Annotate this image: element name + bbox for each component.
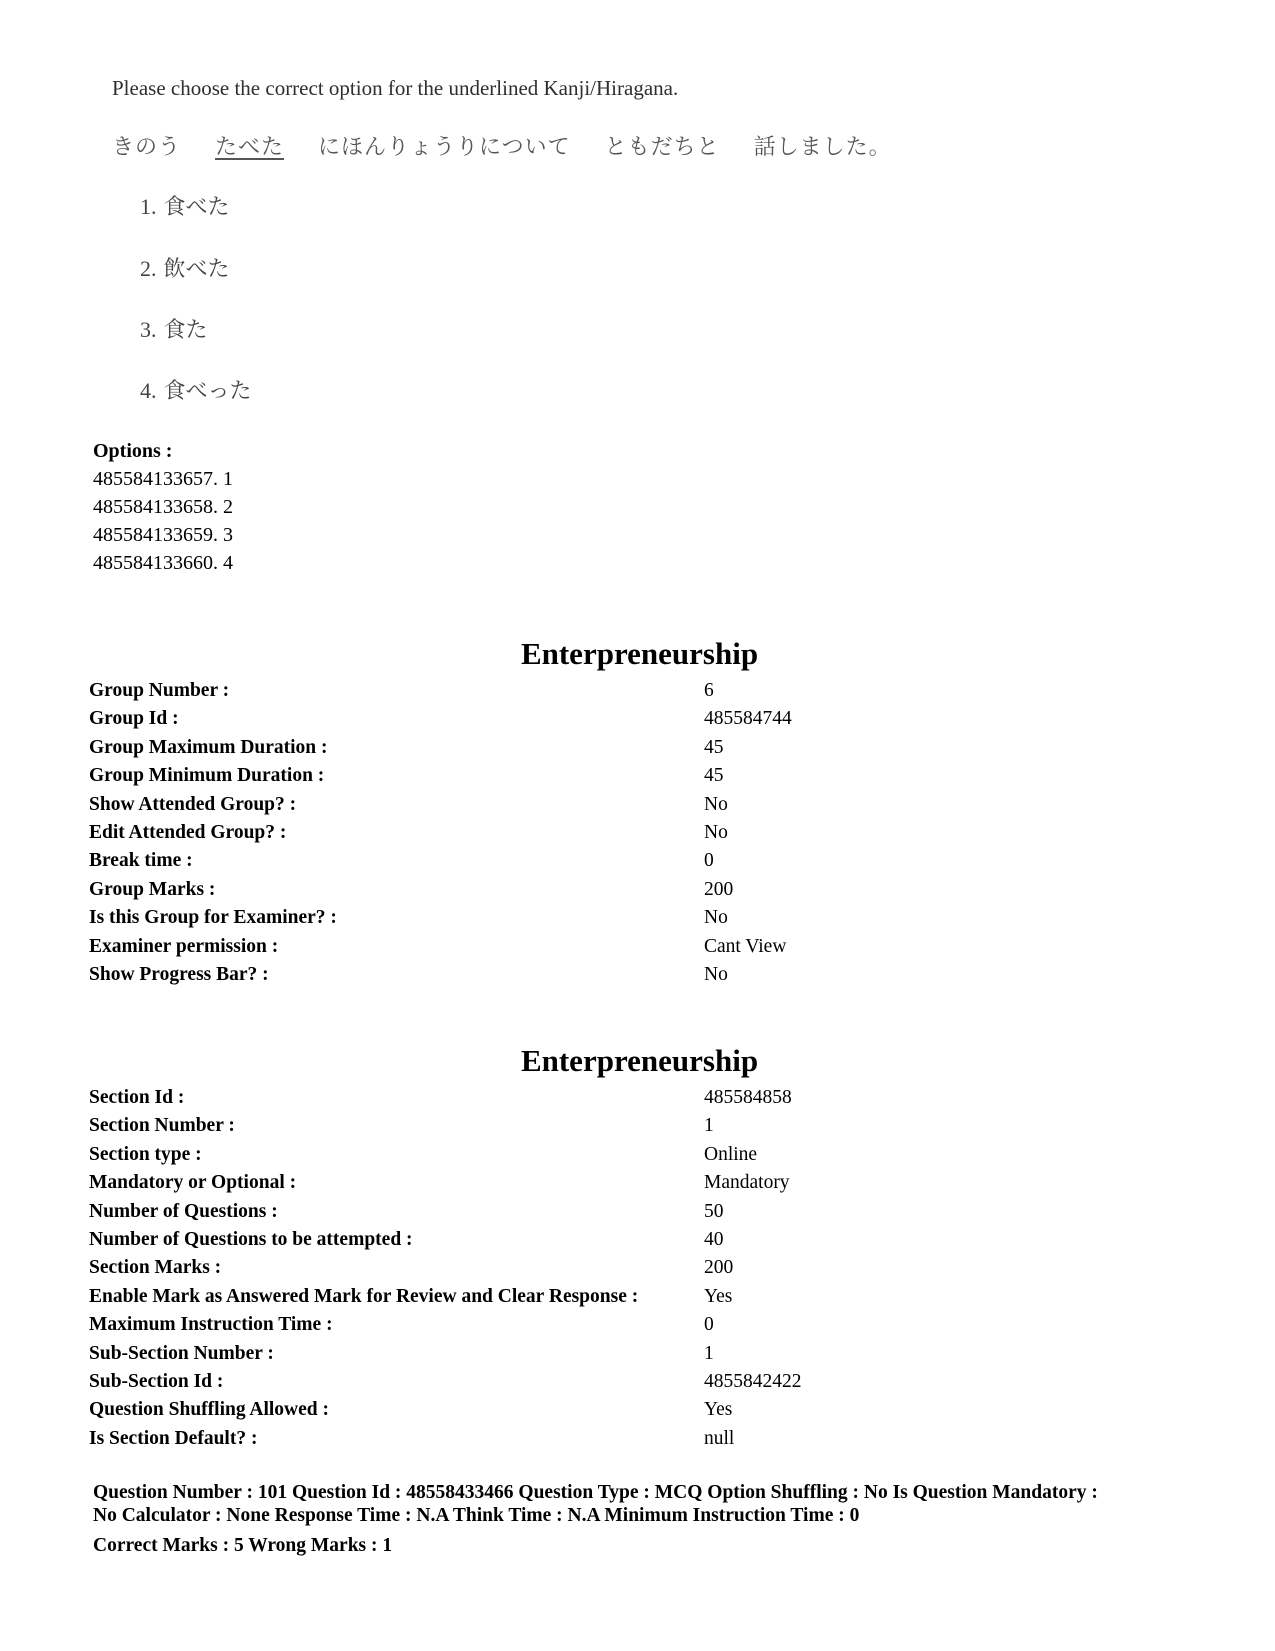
detail-label: Sub-Section Number : [89,1342,274,1364]
detail-label: Question Shuffling Allowed : [89,1399,330,1421]
answer-choice: 2. 飲べた [140,256,230,282]
detail-label: Show Attended Group? : [89,793,297,815]
detail-value: 0 [704,850,714,872]
detail-label: Maximum Instruction Time : [89,1314,333,1336]
detail-value: 200 [704,1257,734,1279]
detail-label: Number of Questions : [89,1200,278,1222]
sentence-part: きのう [112,135,182,160]
underlined-word: たべた [215,135,285,160]
detail-label: Is Section Default? : [89,1427,258,1449]
question-image [100,66,892,426]
detail-value: Cant View [704,935,787,957]
marks-line: Correct Marks : 5 Wrong Marks : 1 [93,1535,393,1556]
detail-label: Section Number : [89,1115,235,1137]
detail-value: 45 [704,736,724,758]
detail-value: 6 [704,680,714,701]
section-heading: Enterpreneurship [520,1043,759,1078]
group-heading: Enterpreneurship [520,636,759,671]
detail-value: Mandatory [704,1172,790,1194]
detail-label: Group Number : [89,680,230,701]
answer-choice: 4. 食べった [140,378,252,404]
detail-label: Group Minimum Duration : [89,765,325,787]
detail-value: No [704,793,728,815]
detail-value: 485584858 [704,1087,792,1108]
question-sentence [112,130,918,161]
detail-label: Break time : [89,850,193,872]
question-meta-line: No Calculator : None Response Time : N.A Think Time : N.A Minimum Instruction Time : 0 [93,1505,860,1526]
detail-label: Edit Attended Group? : [89,822,287,843]
sentence-part: にほんりょうりについて [318,135,571,160]
detail-label: Is this Group for Examiner? : [89,907,337,929]
detail-label: Mandatory or Optional : [89,1172,297,1194]
detail-value: No [704,907,728,929]
detail-label: Group Marks : [89,878,216,900]
detail-value: 0 [704,1314,714,1336]
detail-label: Section Id : [89,1087,185,1108]
detail-label: Examiner permission : [89,935,279,957]
detail-value: 40 [704,1229,724,1250]
detail-value: No [704,964,728,985]
detail-label: Show Progress Bar? : [89,964,269,985]
detail-label: Group Id : [89,708,179,730]
sentence-part: 話しました。 [753,135,892,160]
question-instruction: Please choose the correct option for the underlined Kanji/Hiragana. [112,76,679,100]
detail-label: Section type : [89,1143,202,1165]
detail-value: No [704,822,728,843]
answer-choice: 1. 食べた [140,194,230,220]
detail-label: Number of Questions to be attempted : [89,1229,413,1250]
detail-value: 485584744 [704,708,792,730]
detail-value: 200 [704,878,734,900]
option-item: 485584133658. 2 [93,496,233,518]
answer-choice: 3. 食た [140,317,208,343]
sentence-part: ともだちと [604,135,720,160]
detail-label: Group Maximum Duration : [89,736,328,758]
detail-label: Section Marks : [89,1257,222,1279]
detail-value: Yes [704,1285,733,1307]
option-item: 485584133660. 4 [93,552,233,574]
option-item: 485584133659. 3 [93,524,233,546]
options-label: Options : [93,440,173,462]
detail-value: 1 [704,1115,714,1137]
detail-value: Yes [704,1399,733,1421]
detail-label: Enable Mark as Answered Mark for Review and Clear Response : [89,1285,639,1307]
option-item: 485584133657. 1 [93,468,233,490]
detail-label: Sub-Section Id : [89,1371,224,1392]
detail-value: 1 [704,1342,714,1364]
detail-value: null [704,1427,735,1449]
detail-value: Online [704,1143,758,1165]
detail-value: 50 [704,1200,724,1222]
detail-value: 45 [704,765,724,787]
question-meta-line: Question Number : 101 Question Id : 48558433466 Question Type : MCQ Option Shuffling : No Is Question Mandatory : [93,1482,1098,1503]
detail-value: 4855842422 [704,1371,802,1392]
